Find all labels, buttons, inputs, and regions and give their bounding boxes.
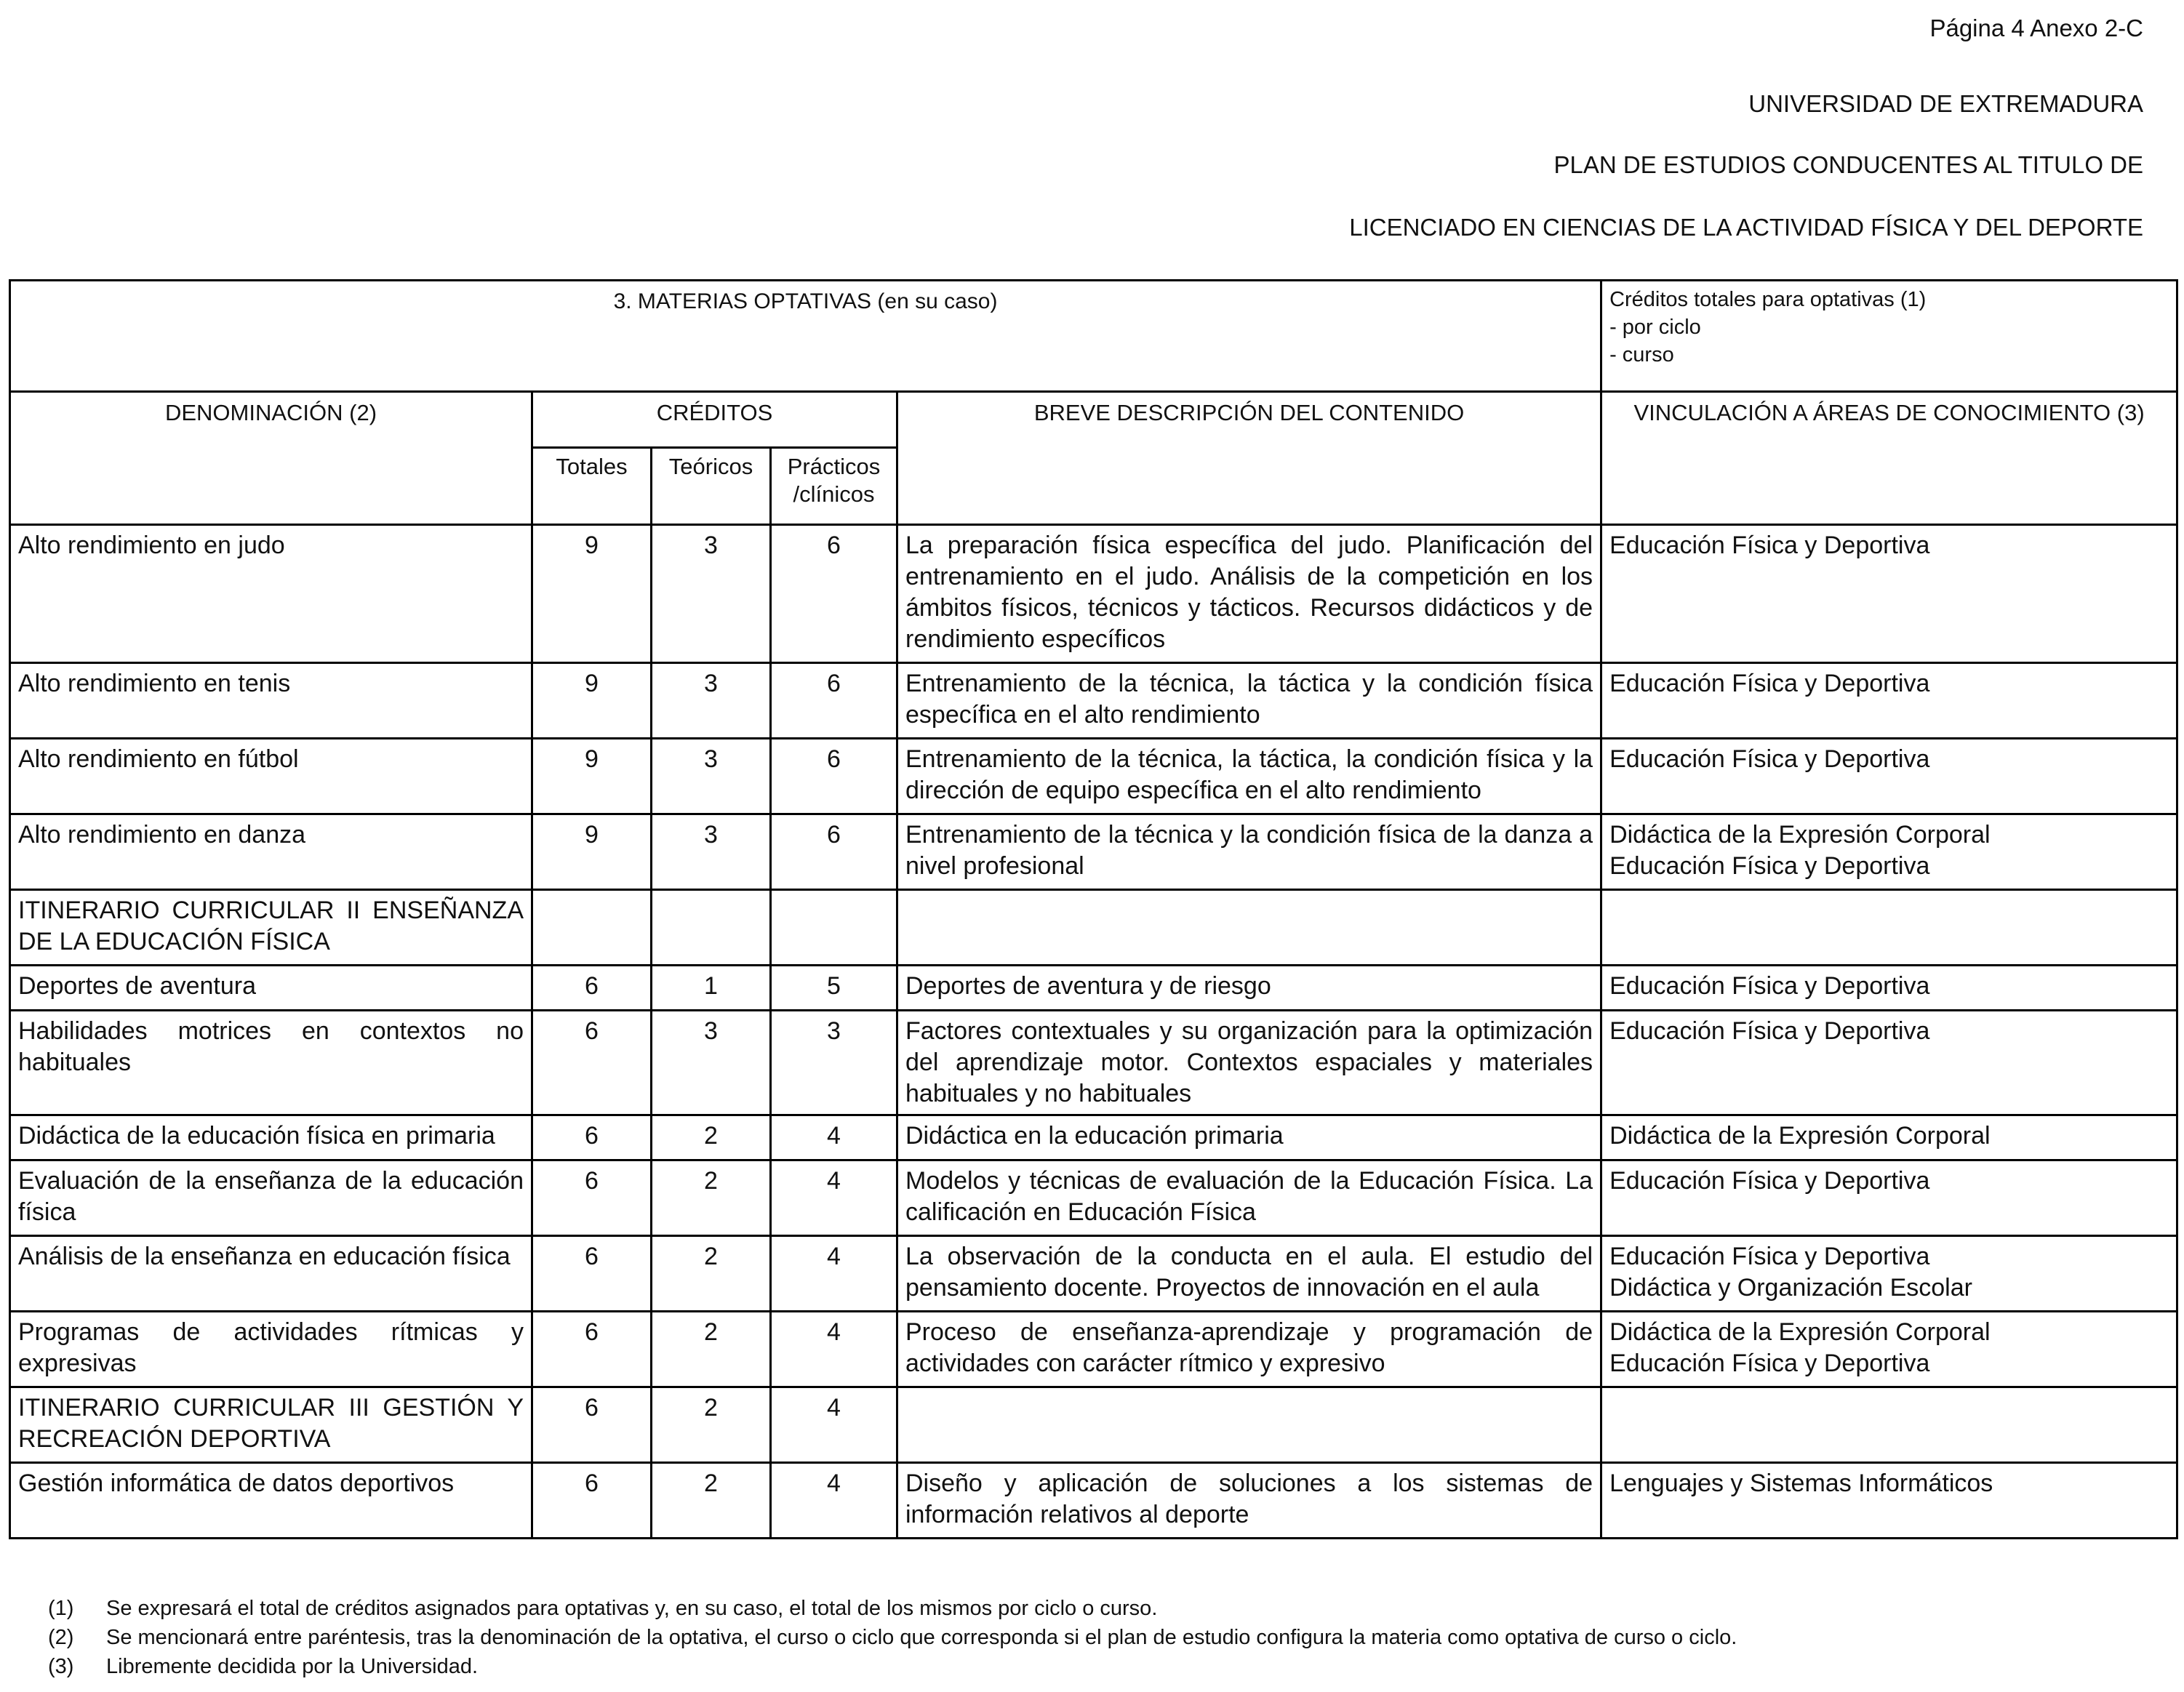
knowledge-area: Lenguajes y Sistemas Informáticos	[1609, 1470, 1993, 1497]
credits-total-cell: 9	[532, 814, 652, 890]
subject-name-cell: Deportes de aventura	[10, 966, 532, 1011]
credits-theory-cell: 3	[652, 663, 771, 739]
credits-practice-cell: 3	[771, 1011, 897, 1115]
knowledge-area: Educación Física y Deportiva	[1609, 1243, 1930, 1270]
header-teoricos: Teóricos	[652, 448, 771, 525]
credits-practice-cell: 5	[771, 966, 897, 1011]
subject-name-cell: Didáctica de la educación física en primaria	[10, 1115, 532, 1160]
footnote-text: Libremente decidida por la Universidad.	[106, 1655, 479, 1678]
knowledge-area: Educación Física y Deportiva	[1609, 852, 1930, 880]
credits-practice-cell: 4	[771, 1312, 897, 1387]
column-header-row	[10, 392, 2177, 448]
credits-total-cell: 6	[532, 1463, 652, 1539]
table-body	[10, 525, 2177, 1539]
credits-theory-cell: 3	[652, 1011, 771, 1115]
credits-theory-cell: 2	[652, 1463, 771, 1539]
description-cell	[897, 890, 1601, 966]
knowledge-area-cell	[1601, 966, 2177, 1011]
credits-practice-cell: 4	[771, 1160, 897, 1236]
credits-theory-cell	[652, 890, 771, 966]
description-cell: Entrenamiento de la técnica, la táctica, la condición física y la dirección de equipo específica en el alto rendimiento	[897, 739, 1601, 814]
credits-practice-cell: 6	[771, 663, 897, 739]
credits-practice-cell: 4	[771, 1236, 897, 1312]
credits-practice-cell	[771, 890, 897, 966]
knowledge-area-cell	[1601, 1312, 2177, 1387]
subject-name-cell: Evaluación de la enseñanza de la educación física	[10, 1160, 532, 1236]
table-row	[10, 1463, 2177, 1539]
subject-name-cell: Programas de actividades rítmicas y expresivas	[10, 1312, 532, 1387]
footnote-3	[48, 1652, 1737, 1681]
footnote-marker: (1)	[48, 1597, 74, 1620]
table-row	[10, 663, 2177, 739]
knowledge-area: Didáctica de la Expresión Corporal	[1609, 1122, 1991, 1150]
credits-total-cell: 6	[532, 1387, 652, 1463]
footnote-1	[48, 1594, 1737, 1623]
header-vinculacion: VINCULACIÓN A ÁREAS DE CONOCIMIENTO (3)	[1601, 392, 2177, 525]
credits-theory-cell: 1	[652, 966, 771, 1011]
knowledge-area-cell	[1601, 663, 2177, 739]
total-credits-info	[1601, 281, 2177, 392]
knowledge-area: Didáctica de la Expresión Corporal	[1609, 821, 1991, 849]
credits-theory-cell: 3	[652, 739, 771, 814]
description-cell: Entrenamiento de la técnica, la táctica y la condición física específica en el alto rendimiento	[897, 663, 1601, 739]
knowledge-area: Educación Física y Deportiva	[1609, 1350, 1930, 1377]
subject-name-cell: ITINERARIO CURRICULAR II ENSEÑANZA DE LA EDUCACIÓN FÍSICA	[10, 890, 532, 966]
credits-total-cell: 6	[532, 1160, 652, 1236]
credits-practice-cell: 6	[771, 814, 897, 890]
table-row	[10, 1387, 2177, 1463]
page-number: Página 4 Anexo 2-C	[1929, 15, 2143, 41]
knowledge-area-cell	[1601, 814, 2177, 890]
knowledge-area-cell	[1601, 525, 2177, 663]
university-name: UNIVERSIDAD DE EXTREMADURA	[1748, 90, 2143, 117]
table-row	[10, 1236, 2177, 1312]
degree-title: LICENCIADO EN CIENCIAS DE LA ACTIVIDAD FÍSICA Y DEL DEPORTE	[1349, 214, 2143, 241]
subject-name-cell: Alto rendimiento en fútbol	[10, 739, 532, 814]
description-cell: Diseño y aplicación de soluciones a los sistemas de información relativos al deporte	[897, 1463, 1601, 1539]
credits-practice-cell: 4	[771, 1115, 897, 1160]
header-denominacion: DENOMINACIÓN (2)	[10, 392, 532, 525]
credits-total-cell: 9	[532, 663, 652, 739]
knowledge-area: Educación Física y Deportiva	[1609, 972, 1930, 1000]
footnote-marker: (2)	[48, 1626, 74, 1649]
description-cell: Entrenamiento de la técnica y la condición física de la danza a nivel profesional	[897, 814, 1601, 890]
credits-total-cell: 6	[532, 1236, 652, 1312]
description-cell: Factores contextuales y su organización para la optimización del aprendizaje motor. Contextos espaciales y materiales habituales y no habituales	[897, 1011, 1601, 1115]
credits-total-cell: 6	[532, 1011, 652, 1115]
footnotes	[48, 1594, 1737, 1681]
description-cell: Didáctica en la educación primaria	[897, 1115, 1601, 1160]
credits-practice-cell: 4	[771, 1387, 897, 1463]
knowledge-area-cell	[1601, 739, 2177, 814]
optativas-table	[9, 279, 2178, 1539]
description-cell: Modelos y técnicas de evaluación de la Educación Física. La calificación en Educación Física	[897, 1160, 1601, 1236]
description-cell: Deportes de aventura y de riesgo	[897, 966, 1601, 1011]
knowledge-area: Educación Física y Deportiva	[1609, 745, 1930, 773]
knowledge-area-cell	[1601, 1011, 2177, 1115]
credits-total-cell	[532, 890, 652, 966]
header-practicos: Prácticos /clínicos	[771, 448, 897, 525]
credits-theory-cell: 2	[652, 1387, 771, 1463]
per-course-line: - curso	[1609, 343, 1674, 366]
credits-total-cell: 6	[532, 1312, 652, 1387]
table-row	[10, 1312, 2177, 1387]
credits-theory-cell: 2	[652, 1115, 771, 1160]
credits-theory-cell: 3	[652, 814, 771, 890]
header-creditos: CRÉDITOS	[532, 392, 897, 448]
subject-name-cell: Análisis de la enseñanza en educación física	[10, 1236, 532, 1312]
credits-practice-cell: 6	[771, 739, 897, 814]
table-row	[10, 739, 2177, 814]
footnote-2	[48, 1623, 1737, 1652]
total-credits-line: Créditos totales para optativas (1)	[1609, 288, 1927, 311]
footnote-marker: (3)	[48, 1655, 74, 1678]
knowledge-area: Didáctica de la Expresión Corporal	[1609, 1318, 1991, 1346]
description-cell: La preparación física específica del judo. Planificación del entrenamiento en el judo. Análisis de la competición en los ámbitos físicos, técnicos y tácticos. Recursos didácticos y de rendimiento específicos	[897, 525, 1601, 663]
credits-theory-cell: 2	[652, 1312, 771, 1387]
knowledge-area-cell	[1601, 1160, 2177, 1236]
knowledge-area: Educación Física y Deportiva	[1609, 670, 1930, 697]
header-totales: Totales	[532, 448, 652, 525]
table-row	[10, 966, 2177, 1011]
footnote-text: Se expresará el total de créditos asignados para optativas y, en su caso, el total de los mismos por ciclo o curso.	[106, 1597, 1158, 1620]
knowledge-area: Educación Física y Deportiva	[1609, 532, 1930, 559]
knowledge-area-cell	[1601, 1463, 2177, 1539]
description-cell: Proceso de enseñanza-aprendizaje y programación de actividades con carácter rítmico y expresivo	[897, 1312, 1601, 1387]
credits-theory-cell: 3	[652, 525, 771, 663]
knowledge-area: Educación Física y Deportiva	[1609, 1167, 1930, 1195]
subject-name-cell: Alto rendimiento en tenis	[10, 663, 532, 739]
credits-total-cell: 9	[532, 739, 652, 814]
table-row	[10, 525, 2177, 663]
subject-name-cell: ITINERARIO CURRICULAR III GESTIÓN Y RECREACIÓN DEPORTIVA	[10, 1387, 532, 1463]
section-title: 3. MATERIAS OPTATIVAS (en su caso)	[10, 281, 1601, 392]
per-cycle-line: - por ciclo	[1609, 316, 1701, 339]
description-cell	[897, 1387, 1601, 1463]
knowledge-area-cell	[1601, 1115, 2177, 1160]
description-cell: La observación de la conducta en el aula. El estudio del pensamiento docente. Proyectos de innovación en el aula	[897, 1236, 1601, 1312]
credits-theory-cell: 2	[652, 1160, 771, 1236]
subject-name-cell: Alto rendimiento en danza	[10, 814, 532, 890]
table-row	[10, 1115, 2177, 1160]
credits-total-cell: 6	[532, 1115, 652, 1160]
table-row	[10, 1011, 2177, 1115]
knowledge-area-cell	[1601, 1236, 2177, 1312]
subject-name-cell: Alto rendimiento en judo	[10, 525, 532, 663]
table-row	[10, 814, 2177, 890]
credits-practice-cell: 4	[771, 1463, 897, 1539]
table-row	[10, 1160, 2177, 1236]
credits-total-cell: 6	[532, 966, 652, 1011]
section-header-row	[10, 281, 2177, 392]
knowledge-area-cell	[1601, 890, 2177, 966]
credits-theory-cell: 2	[652, 1236, 771, 1312]
header-descripcion: BREVE DESCRIPCIÓN DEL CONTENIDO	[897, 392, 1601, 525]
subject-name-cell: Habilidades motrices en contextos no habituales	[10, 1011, 532, 1115]
knowledge-area-cell	[1601, 1387, 2177, 1463]
knowledge-area: Educación Física y Deportiva	[1609, 1017, 1930, 1045]
knowledge-area: Didáctica y Organización Escolar	[1609, 1274, 1972, 1302]
subject-name-cell: Gestión informática de datos deportivos	[10, 1463, 532, 1539]
plan-title: PLAN DE ESTUDIOS CONDUCENTES AL TITULO DE	[1553, 151, 2143, 178]
credits-total-cell: 9	[532, 525, 652, 663]
footnote-text: Se mencionará entre paréntesis, tras la denominación de la optativa, el curso o ciclo que corresponda si el plan de estudio configura la materia como optativa de curso o ciclo.	[106, 1626, 1737, 1649]
credits-practice-cell: 6	[771, 525, 897, 663]
table-row	[10, 890, 2177, 966]
